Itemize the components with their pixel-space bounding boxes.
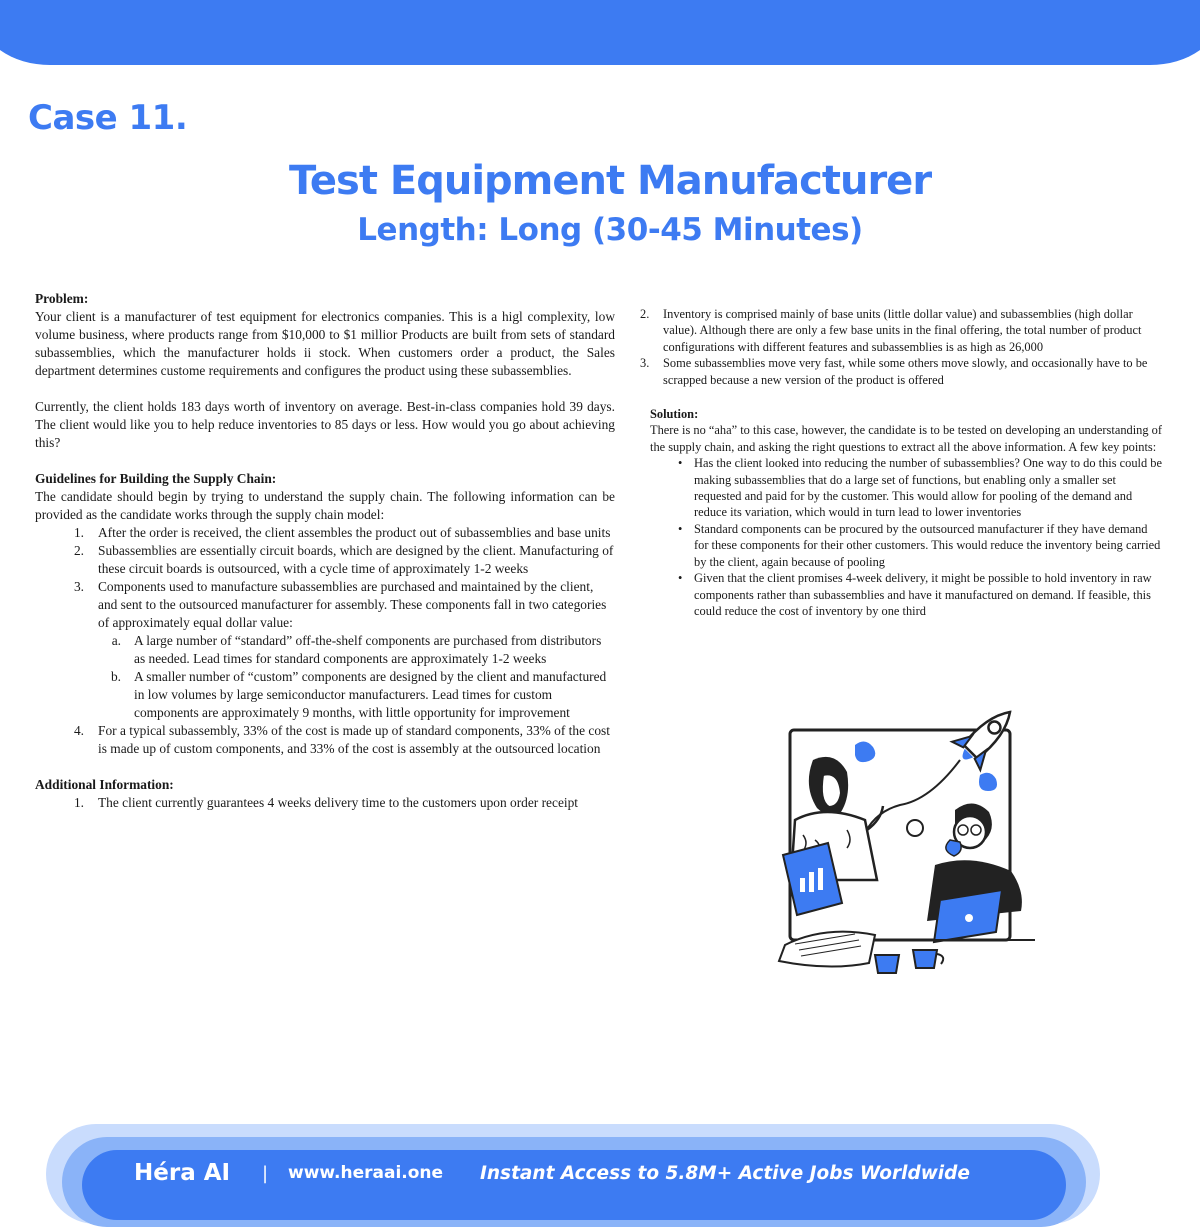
list-text: For a typical subassembly, 33% of the cost is made up of standard components, 33% of the cost is made up of custom components, and 33% of the cost is assembly at the outsourced location (98, 723, 610, 756)
coffee-cup-icon (875, 950, 943, 973)
bullet-text: Standard components can be procured by the outsourced manufacturer if they have demand for these components for their other customers. This would reduce the inventory being carried by the client, again because of pooling (694, 521, 1161, 569)
bullet-symbol: • (678, 456, 683, 471)
solution-heading: Solution: (650, 407, 699, 422)
additional-item (640, 306, 1162, 355)
list-text: Some subassemblies move very fast, while some others move slowly, and occasionally have to be scrapped because a new version of the product is offered (663, 356, 1148, 387)
guideline-sub-item (95, 632, 615, 668)
solution-bullet (678, 521, 1162, 570)
problem-paragraph-1: Your client is a manufacturer of test equipment for electronics companies. This is a higl complexity, low volume business, where products range from $10,000 to $1 millior Products are built from sets of standard subassemblies, which the manufacturer holds ii stock. When customers order a product, the Sales department determines custome requirements and configures the product using these subassemblies. (35, 309, 615, 378)
rocket-icon (949, 700, 1024, 773)
teamwork-illustration (755, 700, 1045, 990)
list-text: Inventory is comprised mainly of base units (little dollar value) and subassemblies (high dollar value). Although there are only a few base units in the final offering, the total number of product configurations with different features and subassemblies is as high as 26,000 (663, 307, 1142, 354)
footer-tagline: Instant Access to 5.8M+ Active Jobs Worldwide (480, 1163, 970, 1184)
guideline-item (35, 722, 615, 758)
list-number: 2. (73, 543, 84, 558)
list-number: 4. (73, 723, 84, 738)
additional-item (640, 355, 1162, 388)
solution-bullet (678, 570, 1162, 619)
list-text: Components used to manufacture subassemblies are purchased and maintained by the client, and sent to the outsourced manufacturer for assembly. These components fall in two categories of approximately equal dollar value: (98, 579, 607, 630)
problem-heading: Problem: (35, 291, 89, 306)
list-number: 2. (640, 307, 650, 321)
bullet-text: Given that the client promises 4-week delivery, it might be possible to hold inventory in raw components rather than subassemblies and have it manufactured on demand. If feasible, this could reduce the cost of inventory by one third (694, 571, 1152, 618)
left-column (35, 290, 615, 812)
list-text: The client currently guarantees 4 weeks delivery time to the customers upon order receipt (98, 795, 579, 810)
guidelines-intro: The candidate should begin by trying to understand the supply chain. The following information can be provided as the candidate works through the supply chain model: (35, 489, 615, 522)
list-number: 1. (73, 795, 84, 810)
blob-shape (855, 741, 875, 762)
sub-list-letter: a. (111, 633, 121, 648)
page-subtitle: Length: Long (30-45 Minutes) (357, 212, 863, 248)
solution-bullet (678, 455, 1162, 521)
sub-list-text: A smaller number of “custom” components are designed by the client and manufactured in low volumes by large semiconductor manufacturers. Lead times for custom components are approximately 9 months, with little opportunity for improvement (134, 669, 607, 720)
footer-separator: | (262, 1163, 269, 1184)
solution-intro: There is no “aha” to this case, however, the candidate is to be tested on developing an understanding of the supply chain, and asking the right questions to extract all the above information. A few key points: (650, 423, 1162, 454)
guideline-sub-item (95, 668, 615, 722)
list-number: 3. (73, 579, 84, 594)
guidelines-heading: Guidelines for Building the Supply Chain: (35, 471, 277, 486)
sub-list-letter: b. (110, 669, 121, 684)
list-text: Subassemblies are essentially circuit boards, which are designed by the client. Manufacturing of these circuit boards is outsourced, with a cycle time of approximately 1-2 weeks (98, 543, 614, 576)
guideline-item (35, 542, 615, 578)
right-column (640, 306, 1162, 619)
list-number: 3. (640, 356, 650, 371)
top-banner (0, 0, 1200, 65)
problem-paragraph-2: Currently, the client holds 183 days worth of inventory on average. Best-in-class companies hold 39 days. The client would like you to help reduce inventories to 85 days or less. How would you go about achieving this? (35, 399, 615, 450)
bullet-symbol: • (678, 521, 683, 536)
sub-list-text: A large number of “standard” off-the-shelf components are purchased from distributors as needed. Lead times for standard components are approximately 1-2 weeks (134, 633, 602, 666)
guideline-item (35, 524, 615, 542)
bullet-symbol: • (678, 571, 683, 586)
case-label: Case 11. (28, 98, 188, 138)
blob-shape (979, 773, 997, 791)
bullet-text: Has the client looked into reducing the number of subassemblies? One way to do this could be making subassemblies that do a large set of functions, but enabling only a smaller set requested and paid for by the customer. This would allow for pooling of the demand and reduce its variation, which would in turn lead to lower inventories (694, 456, 1162, 520)
footer-brand[interactable]: Héra AI (134, 1160, 231, 1186)
list-number: 1. (73, 525, 84, 540)
additional-item (35, 794, 615, 812)
list-text: After the order is received, the client assembles the product out of subassemblies and base units (98, 525, 611, 540)
page-title: Test Equipment Manufacturer (288, 158, 932, 204)
additional-heading: Additional Information: (35, 777, 174, 792)
guideline-item (35, 578, 615, 632)
footer-url-link[interactable]: www.heraai.one (288, 1163, 444, 1183)
